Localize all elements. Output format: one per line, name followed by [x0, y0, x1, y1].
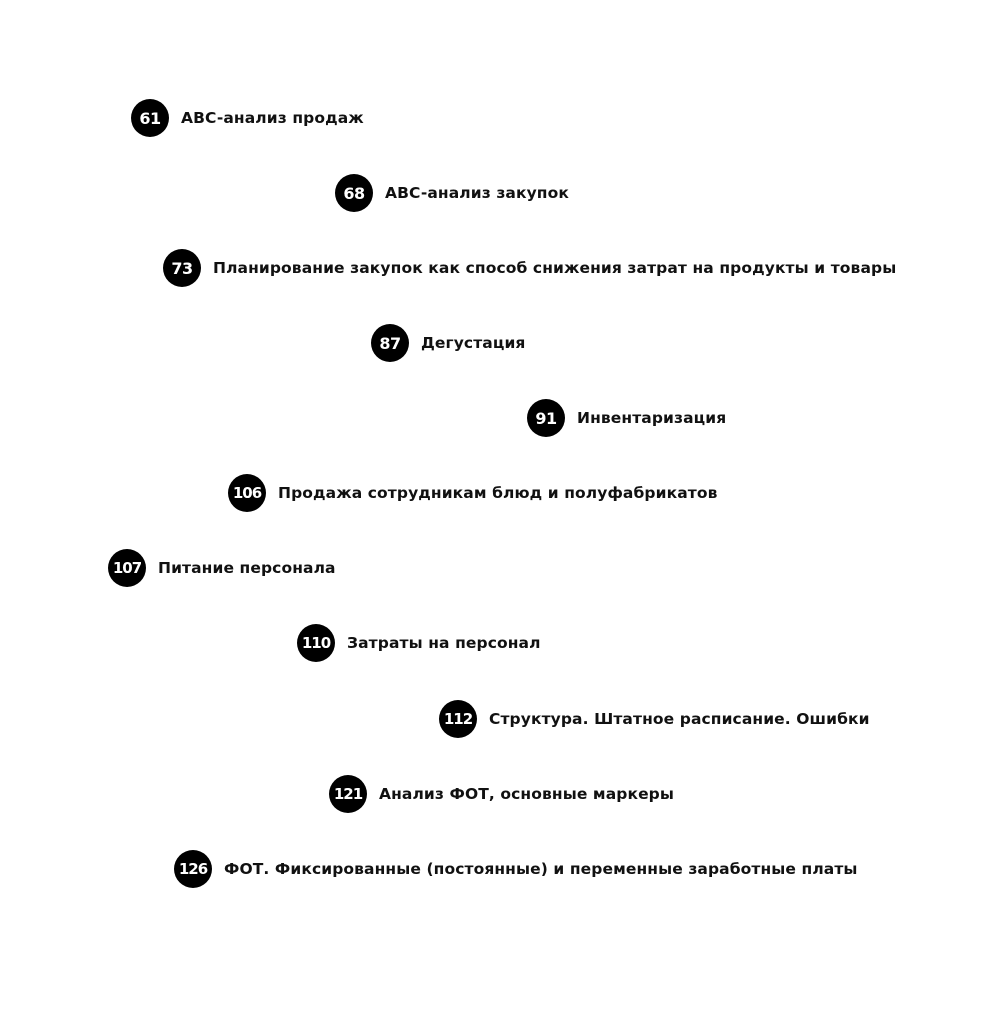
toc-entry-110[interactable]: [297, 624, 541, 662]
toc-entry-121[interactable]: [329, 775, 674, 813]
page-number-badge: 107: [108, 549, 146, 587]
toc-entry-73[interactable]: [163, 249, 896, 287]
toc-entry-title: Анализ ФОТ, основные маркеры: [379, 785, 674, 803]
toc-entry-87[interactable]: [371, 324, 525, 362]
toc-entry-title: ABC-анализ продаж: [181, 109, 364, 127]
toc-entry-title: ABC-анализ закупок: [385, 184, 569, 202]
page-number-badge: 106: [228, 474, 266, 512]
toc-entry-126[interactable]: [174, 850, 858, 888]
toc-entry-title: Затраты на персонал: [347, 634, 541, 652]
page-number-badge: 126: [174, 850, 212, 888]
page-number-badge: 121: [329, 775, 367, 813]
toc-entry-68[interactable]: [335, 174, 569, 212]
toc-entry-title: Продажа сотрудникам блюд и полуфабрикатов: [278, 484, 718, 502]
page-number-badge: 91: [527, 399, 565, 437]
page-number-badge: 110: [297, 624, 335, 662]
toc-entry-107[interactable]: [108, 549, 336, 587]
toc-entry-title: Дегустация: [421, 334, 526, 352]
page-number-badge: 61: [131, 99, 169, 137]
page-number-badge: 87: [371, 324, 409, 362]
page-number-badge: 112: [439, 700, 477, 738]
page-number-badge: 73: [163, 249, 201, 287]
toc-entry-91[interactable]: [527, 399, 726, 437]
toc-entry-106[interactable]: [228, 474, 718, 512]
toc-entry-title: Инвентаризация: [577, 409, 727, 427]
toc-entry-title: Структура. Штатное расписание. Ошибки: [489, 710, 870, 728]
page-number-badge: 68: [335, 174, 373, 212]
toc-entry-61[interactable]: [131, 99, 364, 137]
toc-entry-title: Питание персонала: [158, 559, 336, 577]
toc-entry-112[interactable]: [439, 700, 870, 738]
toc-entry-title: Планирование закупок как способ снижения затрат на продукты и товары: [213, 259, 897, 277]
toc-entry-title: ФОТ. Фиксированные (постоянные) и переменные заработные платы: [224, 860, 858, 878]
